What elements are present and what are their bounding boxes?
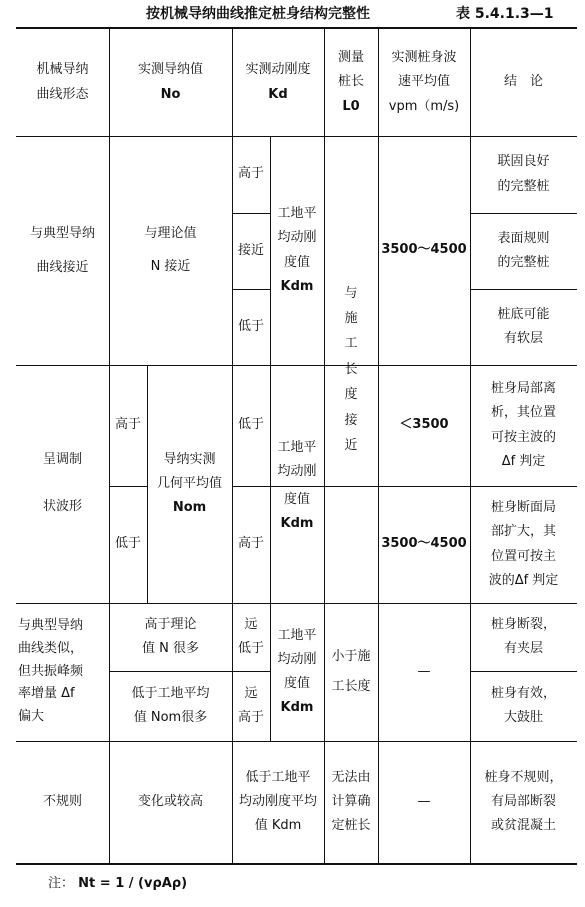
g2-k-high: 高于 (237, 536, 264, 552)
g4-length: 无法由 计算确 定桩长 (331, 769, 371, 834)
g3-k-1: 远 低于 (237, 616, 264, 656)
g2-velocity-1: ＜3500 (399, 417, 449, 433)
table-number: 表 5.4.1.3—1 (456, 6, 554, 22)
g3-conclusion-1: 桩身断裂， 有夹层 (490, 616, 556, 656)
g1-k-low: 低于 (237, 318, 264, 334)
g2-kdm-top: 工地平 均动刚 (277, 439, 317, 479)
g4-admittance: 变化或较高 (137, 793, 203, 809)
g1-length: 与 施 工 长 度 接 近 (344, 285, 358, 453)
g1-admittance: 与理论值 N 接近 (144, 226, 197, 274)
g4-shape: 不规则 (42, 793, 82, 809)
g1-velocity: 3500～4500 (381, 242, 467, 258)
note-label: 注： (48, 876, 75, 891)
g3-conclusion-2: 桩身有效， 大鼓肚 (490, 685, 556, 725)
g3-length: 小于施 工长度 (331, 649, 371, 694)
g2-kdm-bottom: 度值 Kdm (280, 492, 314, 532)
g1-k-high: 高于 (237, 166, 264, 182)
g2-low: 低于 (114, 536, 141, 552)
g2-admittance: 导纳实测 几何平均值 Nom (147, 365, 232, 603)
header-shape: 机械导纳 曲线形态 (36, 62, 89, 102)
table-note (48, 872, 187, 891)
g2-conclusion-1: 桩身局部离 析，其位置 可按主波的 Δf 判定 (490, 381, 556, 469)
g4-velocity: — (417, 793, 431, 809)
table-title: 按机械导纳曲线推定桩身结构完整性 (146, 6, 370, 22)
g4-stiffness: 低于工地平 均动刚度平均 值 Kdm (238, 769, 317, 834)
g3-admittance-1: 高于理论 值 N 很多 (142, 616, 199, 656)
g3-velocity: — (417, 663, 431, 679)
structure-integrity-table (16, 27, 577, 865)
g3-shape: 与典型导纳 曲线类似， 但共振峰频 率增量 Δf 偏大 (18, 618, 84, 725)
g1-conclusion-1: 联固良好 的完整桩 (497, 154, 550, 194)
g4-conclusion: 桩身不规则， 有局部断裂 或贫混凝土 (484, 769, 563, 834)
g1-shape: 与典型导纳 曲线接近 (29, 225, 95, 275)
g2-conclusion-2: 桩身断面局 部扩大，其 位置可按主 波的Δf 判定 (488, 500, 559, 588)
note-formula: Nt = 1 / (vρAρ) (78, 876, 188, 891)
g2-k-low: 低于 (237, 417, 264, 433)
header-stiffness: 实测动刚度 Kd (245, 62, 311, 102)
g1-conclusion-2: 表面规则 的完整桩 (497, 230, 550, 270)
g2-velocity-2: 3500～4500 (381, 536, 467, 552)
g3-kdm: 工地平 均动刚 度值 Kdm (277, 627, 317, 716)
header-velocity: 实测桩身波 速平均值 vpm（m/s) (388, 50, 460, 114)
g2-high: 高于 (114, 417, 141, 433)
g1-conclusion-3: 桩底可能 有软层 (497, 306, 550, 346)
header-length: 测量 桩长 L0 (337, 50, 364, 114)
table-caption (0, 3, 585, 23)
g1-kdm: 工地平 均动刚 度值 Kdm (277, 206, 317, 294)
g2-shape: 呈调制 状波形 (42, 452, 82, 514)
g3-admittance-2: 低于工地平均 值 Nom很多 (131, 685, 210, 725)
g1-k-near: 接近 (237, 242, 264, 258)
g3-k-2: 远 高于 (237, 685, 264, 725)
header-conclusion: 结 论 (503, 74, 543, 90)
header-admittance: 实测导纳值 No (137, 62, 203, 102)
